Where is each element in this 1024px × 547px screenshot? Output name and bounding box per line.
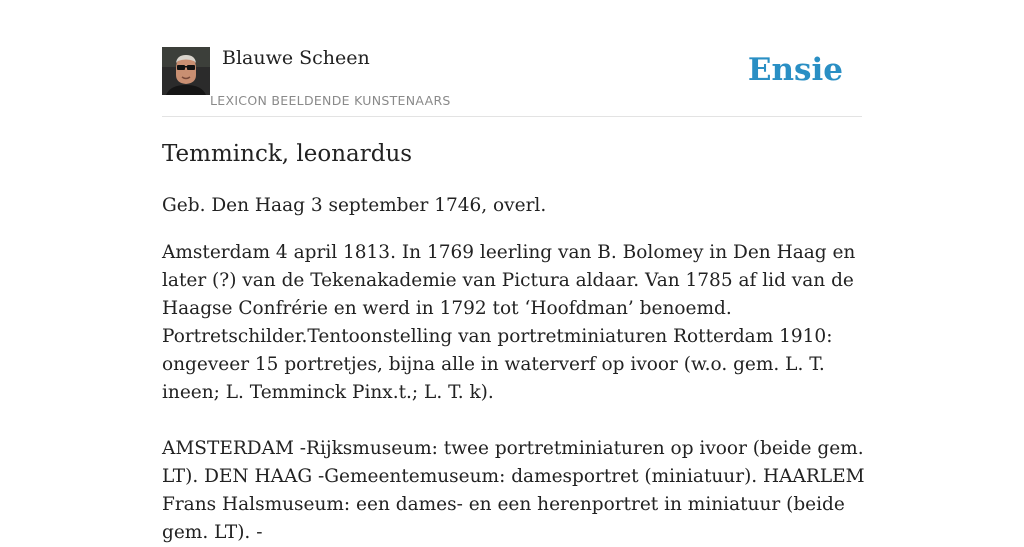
author-avatar[interactable]	[162, 47, 210, 95]
brand-logo[interactable]: Ensie	[747, 52, 843, 88]
author-name[interactable]: Blauwe Scheen	[222, 47, 370, 69]
article-paragraph: Geb. Den Haag 3 september 1746, overl.	[162, 195, 547, 216]
article-header	[162, 46, 862, 117]
article-paragraph: Amsterdam 4 april 1813. In 1769 leerling van B. Bolomey in Den Haag en later (?) van de Tekenakademie van Pictura aldaar. Van 1785 af lid van de Haagse Confrérie en werd in 1792 tot ‘Hoofdman’ benoemd. Portretschilder.Tentoonstelling van portretminiaturen Rotterdam 1910: ongeveer 15 portretjes, bijna alle in waterverf op ivoor (w.o. gem. L. T. ineen; L. Temminck Pinx.t.; L. T. k).	[162, 242, 856, 403]
article-title: Temminck, leonardus	[162, 141, 413, 167]
article-paragraph: AMSTERDAM -Rijksmuseum: twee portretminiaturen op ivoor (beide gem. LT). DEN HAAG -Gemeentemuseum: damesportret (miniatuur). HAARLEM Frans Halsmuseum: een dames- en een herenportret in miniatuur (beide gem. LT). -	[162, 438, 865, 543]
avatar-photo-icon	[162, 47, 210, 95]
category-label[interactable]: LEXICON BEELDENDE KUNSTENAARS	[210, 93, 451, 108]
article-body	[162, 192, 868, 547]
